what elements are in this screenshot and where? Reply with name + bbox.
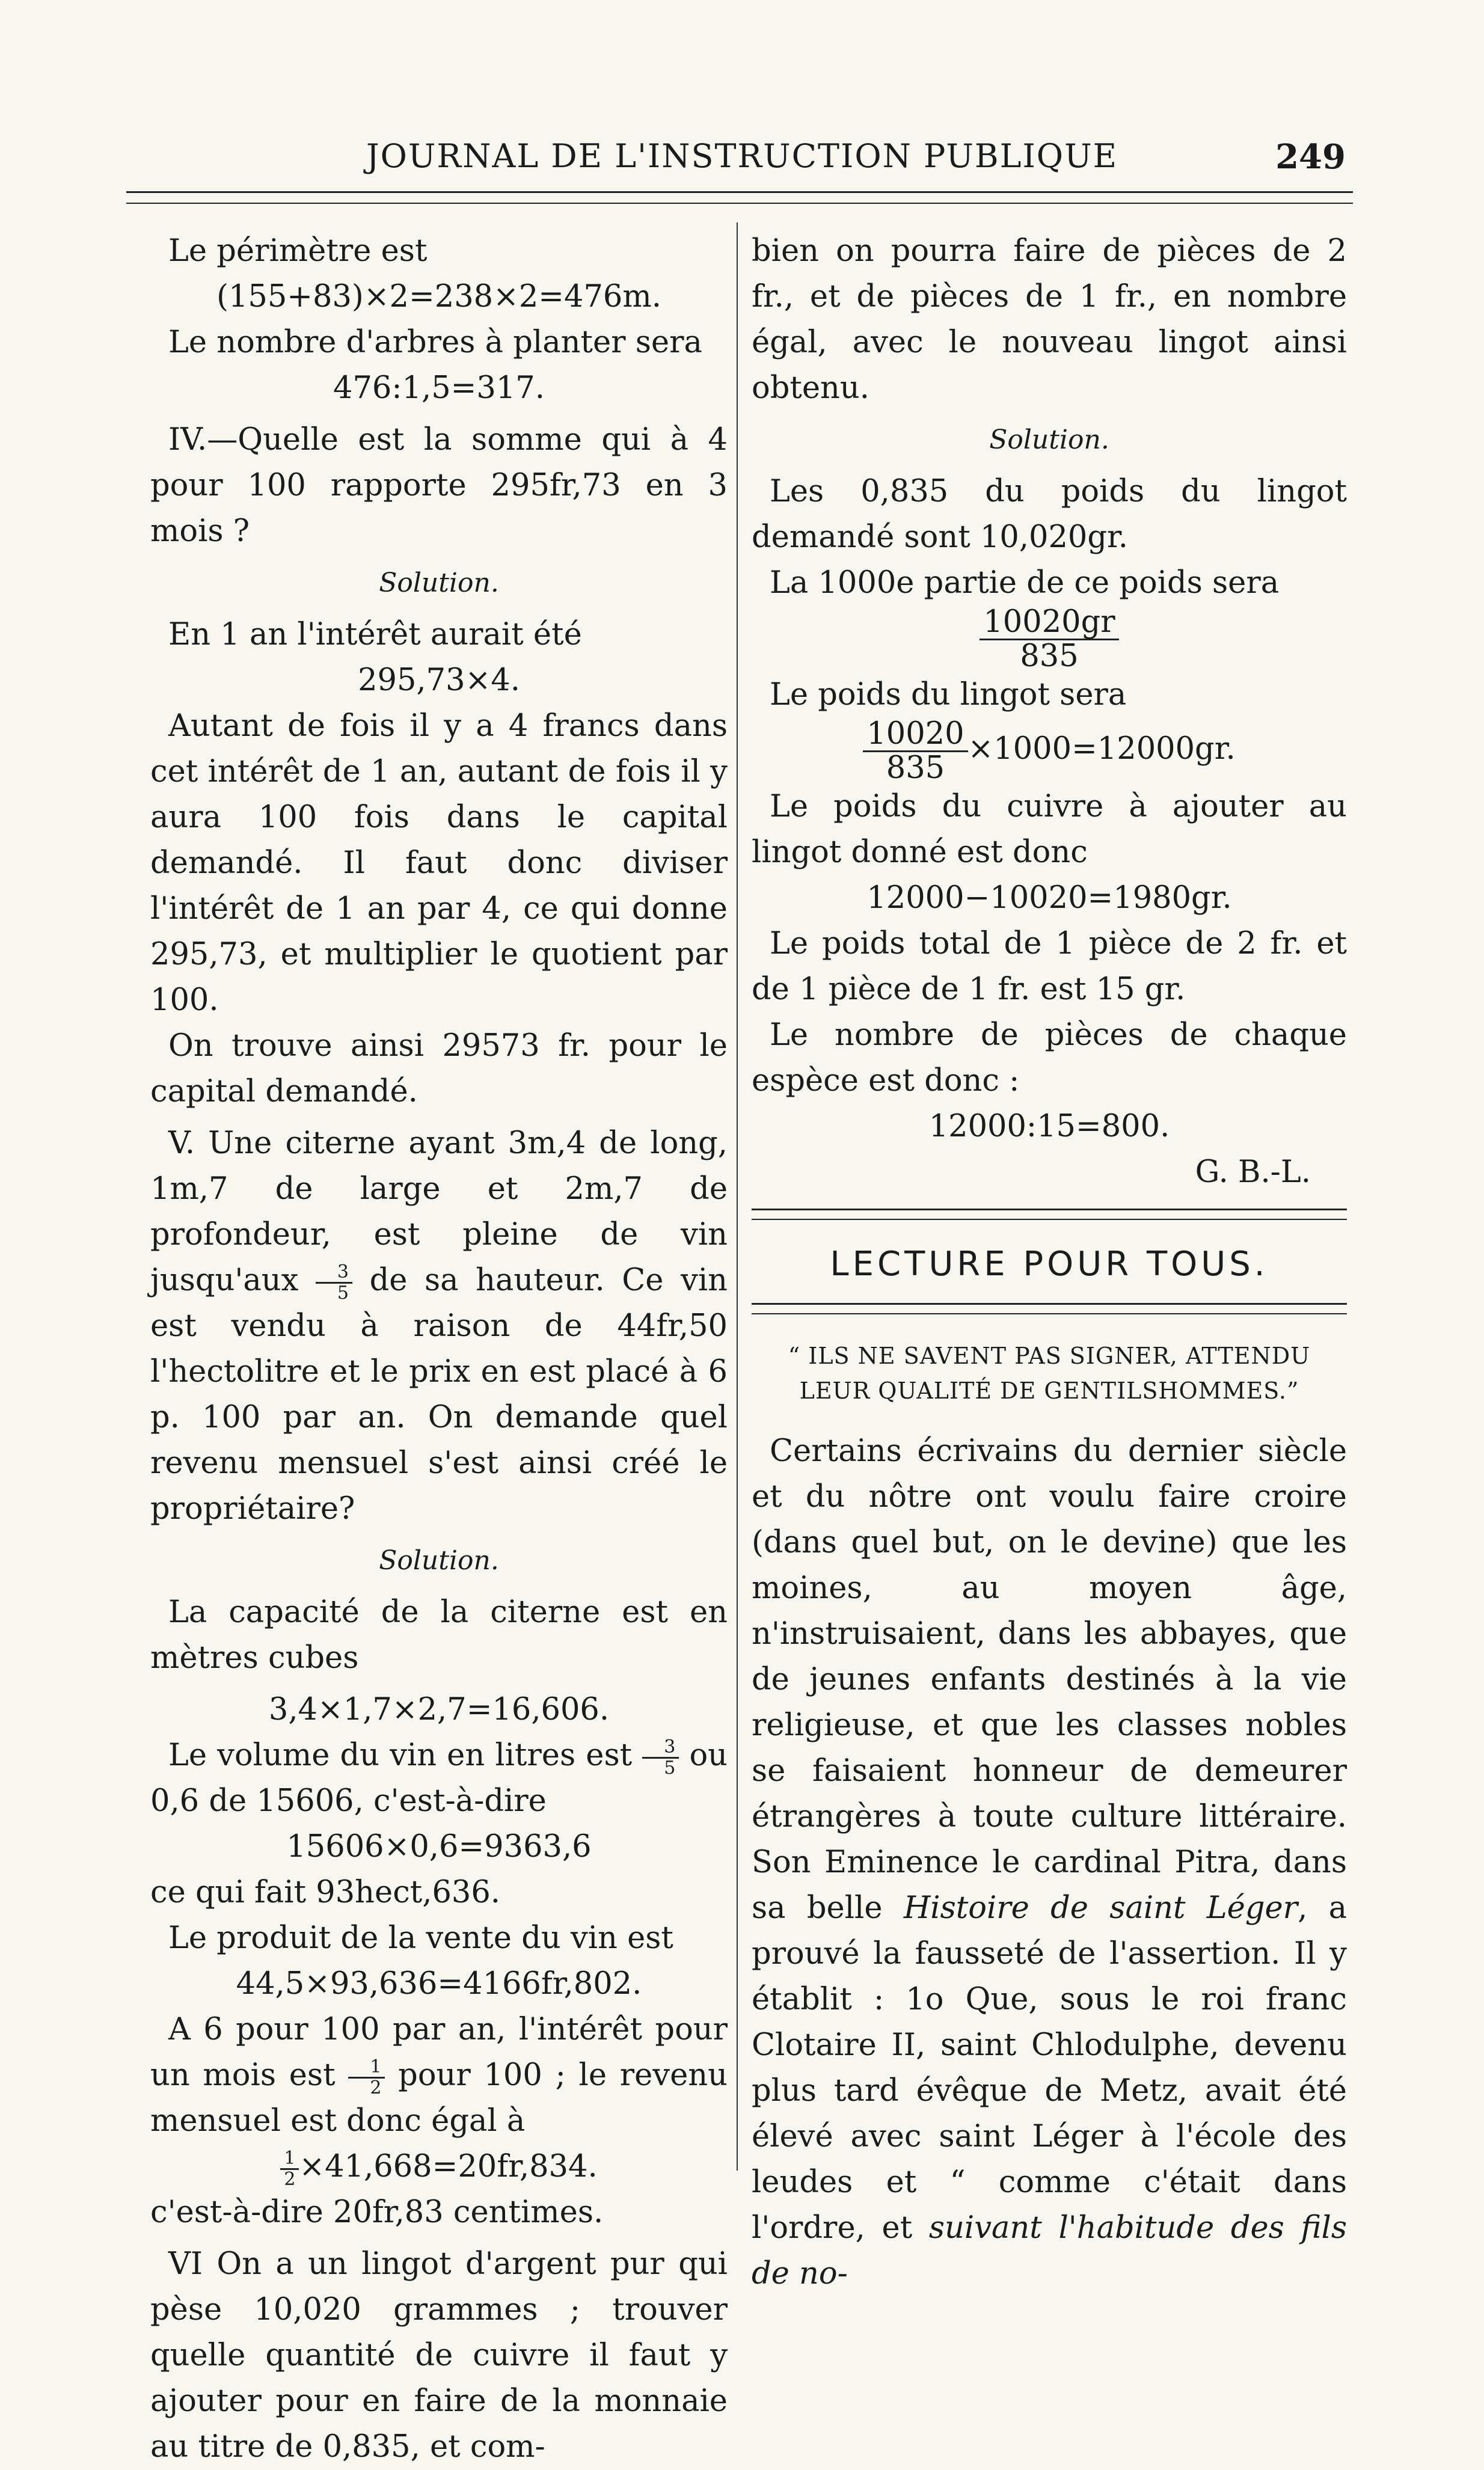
fraction-numerator: 1 (348, 2058, 385, 2079)
equation (752, 606, 1347, 672)
article-body (752, 1429, 1347, 2297)
fraction-numerator: 1 (280, 2149, 299, 2170)
text-line: ce qui fait 93hect,636. (150, 1875, 501, 1910)
equation: 44,5×93,636=4166fr,802. (236, 1966, 642, 2002)
text-line: La 1000e partie de ce poids sera (770, 565, 1280, 601)
text-line: Le nombre d'arbres à planter sera (168, 325, 702, 360)
section-rule (752, 1303, 1347, 1314)
text-span: ×1000=12000gr. (967, 731, 1236, 767)
solution-label: Solution. (379, 568, 499, 598)
solution-label: Solution. (989, 424, 1109, 455)
fraction-denominator: 5 (337, 1282, 349, 1304)
equation: 12000−10020=1980gr. (866, 880, 1232, 916)
paragraph: bien on pourra faire de pièces de 2 fr., et de pièces de 1 fr., en nombre égal, avec le nouveau lingot ainsi obtenu. (752, 233, 1347, 406)
left-column (150, 228, 728, 2470)
text-span: Certains écrivains du dernier siècle et du nôtre ont voulu faire croire (dans quel but, on le devine) que les moines, au moyen âge, n'instruisaient, dans les abbayes, que de jeunes enfants destinés à la vie religieuse, et que les classes nobles se faisaient honneur de demeurer étrangères à toute culture littéraire. Son Eminence le cardinal Pitra, dans sa belle (752, 1433, 1347, 1926)
book-title: Histoire de saint Léger (903, 1890, 1298, 1926)
equation: 3,4×1,7×2,7=16,606. (268, 1692, 610, 1727)
section-rule (752, 1209, 1347, 1220)
paragraph: Le poids du cuivre à ajouter au lingot donné est donc (752, 789, 1347, 871)
fraction-weight (863, 718, 967, 784)
fraction-one-half (280, 2149, 299, 2189)
paragraph: Le poids total de 1 pièce de 2 fr. et de 1 pièce de 1 fr. est 15 gr. (752, 926, 1347, 1008)
fraction-denominator: 2 (284, 2168, 296, 2190)
page-header (0, 137, 1484, 185)
problem-v (150, 1121, 728, 1532)
text-span: de sa hauteur. Ce vin est vendu à raison de 44fr,50 l'hectolitre et le prix en est placé à 6 p. 100 par an. On demande quel revenu mensuel s'est ainsi créé le propriétaire? (150, 1263, 728, 1527)
fraction-weight (980, 606, 1118, 672)
fraction-denominator: 5 (664, 1757, 676, 1779)
fraction-denominator: 835 (1020, 638, 1079, 674)
header-rule (126, 191, 1353, 204)
paragraph: Le nombre de pièces de chaque espèce est donc : (752, 1017, 1347, 1099)
text-span: , a prouvé la fausseté de l'assertion. Il y établit : 1o Que, sous le roi franc Clotaire II, saint Chlodulphe, devenu plus tard évêque de Metz, avait été élevé avec saint Léger à l'école des leudes et “ comme c'était dans l'ordre, et (752, 1890, 1347, 2246)
text-span: Le volume du vin en litres est (168, 1738, 643, 1773)
text-line: c'est-à-dire 20fr,83 centimes. (150, 2195, 604, 2230)
text-span: V. Une citerne ayant 3m,4 de long, 1m,7 de large et 2m,7 de profondeur, est pleine de vin jusqu'aux (150, 1126, 728, 1298)
equation: 12000:15=800. (928, 1109, 1170, 1145)
article-heading-quote: “ ILS NE SAVENT PAS SIGNER, ATTENDU LEUR QUALITÉ DE GENTILSHOMMES.” (788, 1343, 1311, 1405)
italic-phrase: suivant l'habitude des fils de no- (752, 2210, 1348, 2292)
page-number: 249 (1275, 137, 1346, 177)
text-line: Le périmètre est (168, 233, 428, 269)
fraction-denominator: 2 (370, 2077, 382, 2098)
text-line: Le poids du lingot sera (770, 677, 1127, 713)
equation (150, 2144, 728, 2190)
problem-vi: VI On a un lingot d'argent pur qui pèse 10,020 grammes ; trouver quelle quantité de cuivre il faut y ajouter pour en faire de la monnaie au titre de 0,835, et com- (150, 2246, 728, 2465)
equation: 476:1,5=317. (333, 370, 545, 406)
paragraph: On trouve ainsi 29573 fr. pour le capital demandé. (150, 1028, 728, 1109)
text-span: ×41,668=20fr,834. (299, 2149, 598, 2184)
equation: (155+83)×2=238×2=476m. (216, 279, 661, 314)
text-span: pour 100 ; le revenu mensuel est donc égal à (150, 2058, 728, 2139)
solution-label: Solution. (379, 1545, 499, 1576)
paragraph: La capacité de la citerne est en mètres cubes (150, 1595, 728, 1676)
running-title: JOURNAL DE L'INSTRUCTION PUBLIQUE (366, 137, 1118, 175)
signature: G. B.-L. (1195, 1154, 1311, 1191)
column-divider (737, 222, 738, 2171)
fraction-three-fifths (316, 1263, 352, 1302)
fraction-one-half (348, 2058, 385, 2097)
paragraph (150, 1733, 728, 1824)
section-title: LECTURE POUR TOUS. (830, 1245, 1269, 1284)
fraction-numerator: 3 (316, 1263, 352, 1284)
text-line: Le produit de la vente du vin est (168, 1920, 673, 1956)
paragraph: Autant de fois il y a 4 francs dans cet intérêt de 1 an, autant de fois il y aura 100 fois dans le capital demandé. Il faut donc diviser l'intérêt de 1 an par 4, ce qui donne 295,73, et multiplier le quotient par 100. (150, 708, 728, 1018)
paragraph (150, 2007, 728, 2144)
fraction-numerator: 10020 (863, 718, 967, 752)
problem-iv: IV.—Quelle est la somme qui à 4 pour 100 rapporte 295fr,73 en 3 mois ? (150, 422, 728, 549)
fraction-three-fifths (642, 1738, 679, 1777)
equation: 15606×0,6=9363,6 (286, 1829, 592, 1865)
text-line: En 1 an l'intérêt aurait été (168, 617, 582, 652)
right-column (752, 228, 1347, 2297)
equation: 295,73×4. (358, 663, 520, 698)
text-span: ou 0,6 de 15606, c'est-à-dire (150, 1738, 728, 1819)
fraction-denominator: 835 (886, 750, 945, 786)
fraction-numerator: 10020gr (980, 606, 1118, 640)
paragraph: Les 0,835 du poids du lingot demandé sont 10,020gr. (752, 474, 1347, 555)
equation (752, 718, 1347, 784)
text-span: A 6 pour 100 par an, l'intérêt pour un mois est (150, 2012, 728, 2093)
fraction-numerator: 3 (642, 1738, 679, 1759)
